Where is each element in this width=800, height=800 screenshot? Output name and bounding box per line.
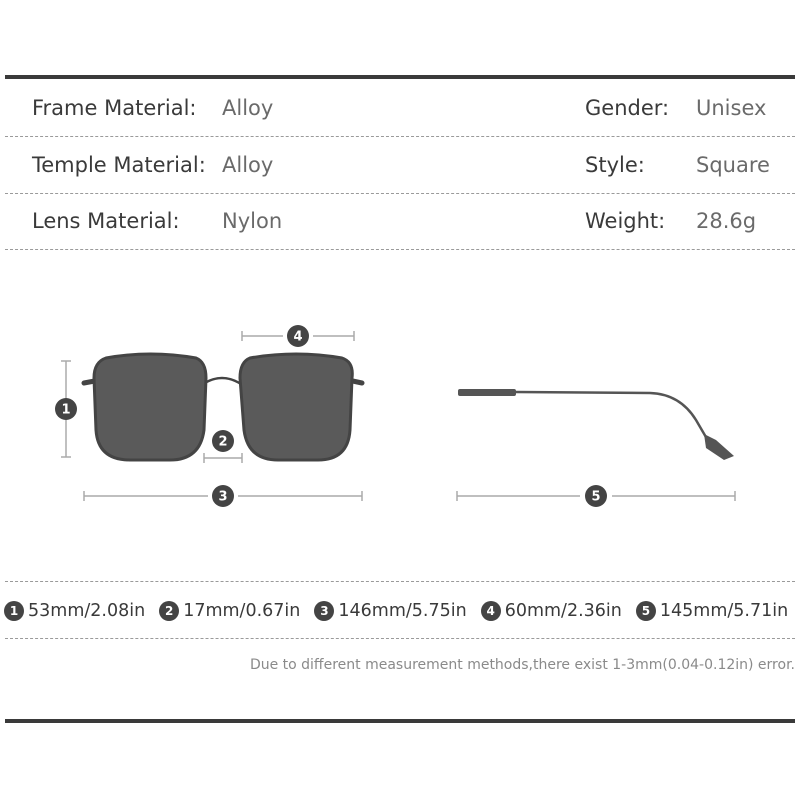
dimension-5-text: 145mm/5.71in — [659, 601, 789, 621]
dimension-2-item — [159, 601, 300, 621]
dimension-1-guide — [55, 361, 77, 457]
dimension-4-item — [481, 601, 622, 621]
gender-value: Unisex — [696, 96, 767, 120]
dimension-4-guide — [242, 325, 354, 347]
number-1-badge-icon: 1 — [4, 601, 24, 621]
temple-material-value: Alloy — [222, 153, 274, 177]
lens-material-value: Nylon — [222, 209, 283, 233]
top-rule — [5, 75, 795, 79]
dimension-3-text: 146mm/5.75in — [338, 601, 467, 621]
row-divider — [5, 193, 795, 194]
right-lens — [240, 354, 352, 460]
marker-5-label: 5 — [591, 489, 601, 505]
left-lens — [94, 354, 206, 460]
side-view-temple — [458, 389, 734, 460]
number-3-badge-icon: 3 — [314, 601, 334, 621]
measurement-note: Due to different measurement methods,there exist 1-3mm(0.04-0.12in) error. — [249, 657, 795, 673]
dimension-4-text: 60mm/2.36in — [504, 601, 622, 621]
frame-material-label: Frame Material: — [32, 96, 197, 120]
number-2-badge-icon: 2 — [159, 601, 179, 621]
gender-label: Gender: — [585, 96, 670, 120]
frame-material-value: Alloy — [222, 96, 274, 120]
dimension-3-guide — [84, 485, 362, 507]
legend-top-divider — [5, 581, 795, 582]
temple-material-label: Temple Material: — [32, 153, 206, 177]
marker-1-label: 1 — [61, 402, 71, 418]
marker-4-label: 4 — [293, 329, 303, 345]
number-4-badge-icon: 4 — [481, 601, 501, 621]
dimension-5-item — [636, 601, 788, 621]
row-divider — [5, 136, 795, 137]
marker-2-label: 2 — [218, 434, 228, 450]
weight-value: 28.6g — [696, 209, 757, 233]
bottom-rule — [5, 719, 795, 723]
row-divider — [5, 249, 795, 250]
dimension-1-text: 53mm/2.08in — [28, 601, 146, 621]
dimension-2-guide — [204, 430, 242, 463]
style-label: Style: — [585, 153, 645, 177]
glasses-diagram — [0, 300, 800, 540]
dimension-2-text: 17mm/0.67in — [183, 601, 301, 621]
dimension-1-item — [4, 601, 145, 621]
weight-label: Weight: — [585, 209, 666, 233]
dimension-5-guide — [457, 485, 735, 507]
dimension-3-item — [314, 601, 466, 621]
dimensions-legend — [4, 596, 796, 626]
lens-material-label: Lens Material: — [32, 209, 180, 233]
legend-bottom-divider — [5, 638, 795, 639]
number-5-badge-icon: 5 — [636, 601, 656, 621]
marker-3-label: 3 — [218, 489, 228, 505]
style-value: Square — [696, 153, 770, 177]
